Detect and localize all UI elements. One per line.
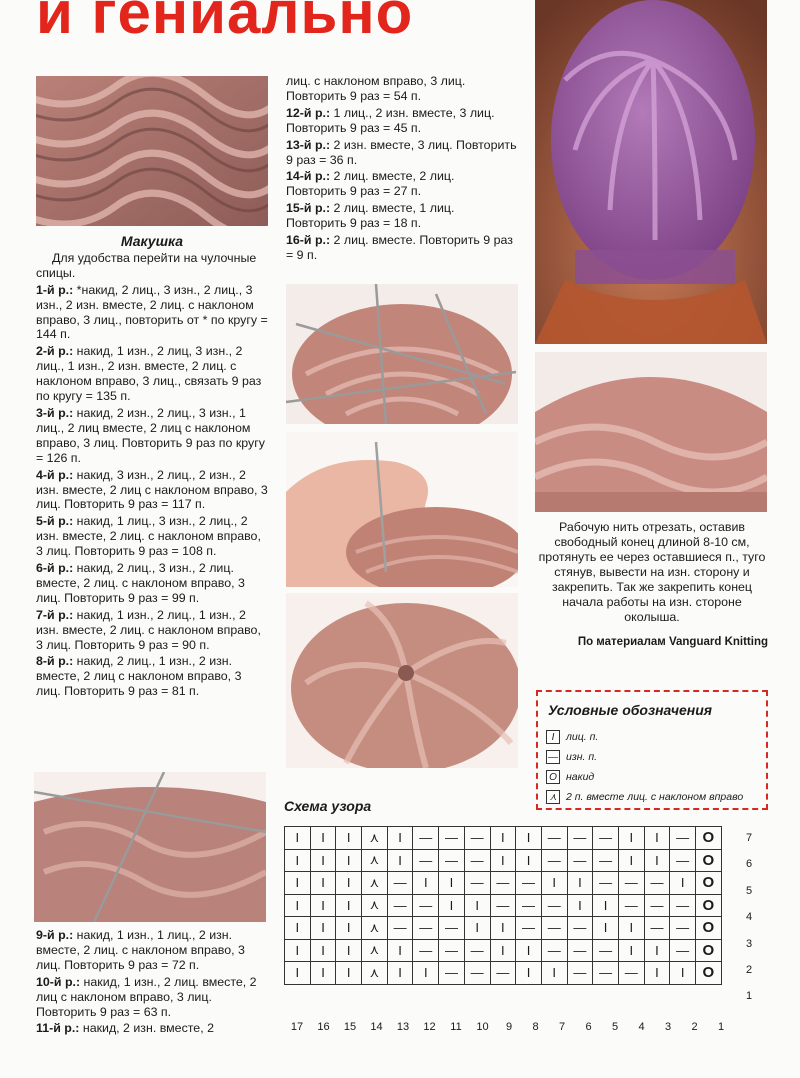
chart-cell: — [670,849,696,872]
chart-cell: I [593,894,619,917]
chart-cell: I [310,827,336,850]
chart-cell: — [413,849,439,872]
chart-row [285,939,722,962]
chart-cell: — [644,894,670,917]
chart-cell: I [285,872,311,895]
chart-cell: I [336,962,362,985]
hand-knitting-photo [286,432,518,587]
instruction-row [286,106,518,136]
needles-crown-photo [286,284,518,424]
chart-cell: O [696,917,722,940]
chart-cell: — [439,827,465,850]
hat-pink-side-photo [535,352,767,512]
row-text: накид, 2 изн. вместе, 2 [79,1021,214,1036]
cable-texture-photo [36,76,268,226]
k2tog-symbol-icon: ⋏ [546,790,560,804]
chart-row [285,872,722,895]
chart-cell: I [387,939,413,962]
chart-column-number: 1 [717,1021,725,1033]
chart-row-number: 1 [746,990,753,1003]
row-text: накид, 1 изн., 2 лиц, 3 изн., 2 лиц., 1 изн., 2 изн. вместе, 2 лиц. с наклоном вправо, 3 лиц., связать 9 раз по кругу = 135 п. [36,344,262,404]
chart-cell: — [618,962,644,985]
chart-row [285,962,722,985]
chart-cell: I [516,939,542,962]
legend-item: — изн. п. [548,751,598,763]
chart-cell: — [593,849,619,872]
chart-cell: — [670,939,696,962]
chart-cell: I [567,872,593,895]
chart-cell: I [285,939,311,962]
chart-cell: — [670,917,696,940]
left-bottom-text [36,928,268,1038]
hat-crown-top-photo [286,593,518,768]
row-text: накид, 1 изн., 2 лиц. вместе, 2 лиц с наклоном вправо, 3 лиц. Повторить 9 раз = 63 п. [36,974,257,1019]
row-text: накид, 1 лиц., 3 изн., 2 лиц., 2 изн. вместе, 2 лиц. с наклоном вправо, 3 лиц. Повторить 9 раз = 108 п. [36,514,261,559]
chart-cell: I [336,894,362,917]
chart-row [285,827,722,850]
chart-cell: — [413,827,439,850]
chart-cell: I [618,917,644,940]
row-text: накид, 3 изн., 2 лиц., 2 изн., 2 изн. вместе, 2 лиц с наклоном вправо, 3 лиц. Повторить 9 раз = 117 п. [36,467,268,512]
chart-cell: — [593,939,619,962]
chart-cell: I [387,962,413,985]
chart-cell: — [439,962,465,985]
chart-cell: — [593,872,619,895]
chart-cell: — [490,894,516,917]
chart-cell: I [336,872,362,895]
legend-item: I лиц. п. [546,730,598,744]
chart-cell: — [516,894,542,917]
chart-cell: I [541,872,567,895]
row-text: 1 лиц., 2 изн. вместе, 3 лиц. Повторить 9 раз = 45 п. [286,105,495,135]
chart-column-number: 3 [664,1021,672,1033]
row-label: 1-й р.: [36,282,74,297]
legend-item: O накид [546,770,594,784]
purl-symbol-icon: — [548,751,558,763]
chart-cell: I [464,894,490,917]
chart-cell: I [644,939,670,962]
chart-cell: — [516,872,542,895]
chart-cell: — [387,894,413,917]
chart-cell: — [516,917,542,940]
chart-cell: — [413,894,439,917]
instruction-row [286,138,518,168]
chart-cell: ⋏ [362,872,388,895]
row-text: 2 лиц. вместе. Повторить 9 раз = 9 п. [286,233,513,262]
chart-cell: I [516,827,542,850]
legend-box [536,690,768,810]
chart-cell: I [310,872,336,895]
hat-purple-photo [535,0,767,344]
chart-cell: — [387,917,413,940]
chart-cell: I [310,894,336,917]
chart-cell: I [285,894,311,917]
chart-column-number: 13 [396,1021,410,1033]
chart-column-number: 11 [450,1021,462,1033]
chart-cell: — [541,894,567,917]
chart-cell: I [310,849,336,872]
chart-cell: — [593,962,619,985]
chart-row [285,917,722,940]
legend-item: ⋏ 2 п. вместе лиц. с наклоном вправо [546,790,743,804]
instruction-row [286,169,518,199]
chart-column-number: 5 [611,1021,619,1033]
chart-cell: I [644,962,670,985]
chart-cell: O [696,962,722,985]
chart-row [285,849,722,872]
chart-cell: ⋏ [362,894,388,917]
chart-cell: — [490,962,516,985]
chart-cell: — [567,827,593,850]
row-text: 2 лиц. вместе, 2 лиц. Повторить 9 раз = 27 п. [286,169,455,199]
chart-cell: — [387,872,413,895]
instruction-row [36,468,268,513]
instruction-row [36,514,268,559]
chart-cell: I [644,849,670,872]
row-text: накид, 1 изн., 2 лиц., 1 изн., 2 изн. вместе, 2 лиц. с наклоном вправо, 3 лиц. Повторить 9 раз = 90 п. [36,607,261,652]
chart-row-number: 7 [746,832,753,844]
middle-column-text [286,74,518,265]
finishing-text: Рабочую нить отрезать, оставив свободный конец длиной 8-10 см, протянуть ее через оставшиеся п., туго стянув, вывести на изн. сторону и закрепить. Так же закрепить конец начала работы на изн. стороне околыша. [538,520,766,624]
chart-cell: — [464,872,490,895]
chart-cell: O [696,894,722,917]
instruction-row [36,344,268,404]
chart-cell: I [516,962,542,985]
row-label: 15-й р.: [286,201,331,216]
row-label: 6-й р.: [36,561,74,576]
row-text: 2 лиц. вместе, 1 лиц. Повторить 9 раз = 18 п. [286,201,455,231]
chart-column-number: 4 [638,1021,645,1033]
instruction-row [36,1021,268,1036]
chart-cell: I [644,827,670,850]
chart-cell: O [696,872,722,895]
chart-cell: — [644,917,670,940]
chart-cell: — [413,939,439,962]
scheme-title: Схема узора [284,798,372,814]
chart-cell: ⋏ [362,962,388,985]
chart-cell: ⋏ [362,939,388,962]
row-label: 13-й р.: [286,137,331,152]
page-title: и гениально [36,0,414,46]
row-label: 16-й р.: [286,233,331,248]
chart-cell: I [285,827,311,850]
chart-cell: — [567,849,593,872]
chart-cell: I [285,962,311,985]
chart-row-number: 2 [746,964,753,976]
chart-cell: I [439,872,465,895]
chart-cell: — [541,827,567,850]
chart-cell: I [670,962,696,985]
chart-cell: I [464,917,490,940]
chart-column-number: 6 [585,1021,592,1033]
row-label: 9-й р.: [36,928,74,942]
knitting-needles-closeup-photo [34,772,266,922]
row-text: накид, 2 лиц., 3 изн., 2 лиц. вместе, 2 лиц. с наклоном вправо, 3 лиц. Повторить 9 раз = 99 п. [36,561,245,605]
chart-cell: I [490,917,516,940]
row-label: 14-й р.: [286,169,331,184]
intro-text: Для удобства перейти на чулочные спицы. [36,250,257,280]
chart-cell: I [618,827,644,850]
row-label: 12-й р.: [286,105,331,120]
chart-column-number: 2 [691,1021,698,1033]
chart-cell: — [593,827,619,850]
chart-cell: O [696,827,722,850]
chart-cell: I [567,894,593,917]
chart-cell: — [490,872,516,895]
chart-cell: O [696,939,722,962]
chart-cell: I [439,894,465,917]
chart-cell: — [567,939,593,962]
row-label: 7-й р.: [36,607,74,622]
chart-cell: I [336,917,362,940]
chart-cell: — [541,917,567,940]
row-label: 8-й р.: [36,654,74,669]
chart-cell: I [285,849,311,872]
chart-cell: O [696,849,722,872]
chart-cell: I [670,872,696,895]
legend-title: Условные обозначения [548,702,713,718]
chart-cell: I [490,939,516,962]
chart-column-number: 17 [290,1021,304,1033]
row-text: накид, 2 изн., 2 лиц., 3 изн., 1 лиц., 2 лиц вместе, 2 лиц с наклоном вправо, 3 лиц. Повторить 9 раз по кругу = 126 п. [36,405,265,465]
chart-cell: — [464,827,490,850]
chart-cell: — [618,872,644,895]
instruction-row [36,561,268,606]
continued-text: лиц. с наклоном вправо, 3 лиц. Повторить 9 раз = 54 п. [286,74,466,103]
chart-column-number: 15 [343,1021,357,1033]
chart-cell: I [285,917,311,940]
chart-column-number: 10 [476,1021,489,1033]
chart-column-number: 12 [423,1021,436,1033]
chart-cell: — [464,939,490,962]
left-column-text [36,234,268,701]
chart-cell: I [336,939,362,962]
chart-cell: — [464,962,490,985]
chart-cell: I [593,917,619,940]
knit-symbol-icon: I [546,730,560,744]
chart-cell: — [541,939,567,962]
chart-cell: — [644,872,670,895]
chart-column-number: 8 [532,1021,539,1033]
instruction-row [286,233,518,263]
chart-cell: — [567,962,593,985]
chart-cell: — [670,894,696,917]
instruction-row [36,928,268,973]
row-text: накид, 1 изн., 1 лиц., 2 изн. вместе, 2 лиц. с наклоном вправо, 3 лиц. Повторить 9 раз = 72 п. [36,928,245,972]
chart-cell: I [490,827,516,850]
chart-cell: I [516,849,542,872]
row-text: накид, 2 лиц., 1 изн., 2 изн. вместе, 2 лиц с наклоном вправо, 3 лиц. Повторить 9 раз = 81 п. [36,654,242,699]
chart-row-number: 3 [746,937,753,950]
chart-cell: — [464,849,490,872]
chart-cell: — [670,827,696,850]
row-label: 11-й р.: [36,1021,80,1036]
chart-cell: I [618,939,644,962]
instruction-row [36,406,268,466]
chart-cell: — [439,939,465,962]
instruction-row [36,283,268,343]
chart-cell: — [541,849,567,872]
pattern-chart-grid [284,826,722,985]
chart-cell: I [336,827,362,850]
chart-cell: ⋏ [362,849,388,872]
chart-cell: — [567,917,593,940]
chart-cell: — [413,917,439,940]
chart-column-number: 9 [505,1021,513,1033]
chart-cell: ⋏ [362,827,388,850]
chart-row-number: 6 [746,858,753,871]
row-label: 10-й р.: [36,974,81,989]
instruction-row [36,608,268,653]
chart-cell: I [310,939,336,962]
chart-cell: I [310,917,336,940]
instruction-row [36,654,268,699]
row-text: *накид, 2 лиц., 3 изн., 2 лиц., 3 изн., 2 изн. вместе, 2 лиц. с наклоном вправо, 3 лиц., повторить от * по кругу = 144 п. [36,282,268,342]
yarn-over-symbol-icon: O [546,770,560,784]
chart-cell: I [413,962,439,985]
row-label: 5-й р.: [36,514,74,529]
chart-cell: I [336,849,362,872]
instruction-row [286,201,518,231]
chart-cell: I [541,962,567,985]
row-label: 4-й р.: [36,467,74,482]
chart-cell: I [387,849,413,872]
chart-cell: ⋏ [362,917,388,940]
chart-cell: — [439,917,465,940]
chart-row [285,894,722,917]
instruction-row [36,975,268,1020]
row-label: 3-й р.: [36,405,74,420]
chart-cell: I [490,849,516,872]
chart-cell: I [618,849,644,872]
chart-column-number: 7 [558,1021,566,1033]
chart-column-number: 14 [370,1021,383,1033]
chart-cell: — [618,894,644,917]
chart-cell: I [387,827,413,850]
chart-cell: I [413,872,439,895]
section-subtitle: Макушка [120,233,184,249]
row-text: 2 изн. вместе, 3 лиц. Повторить 9 раз = 36 п. [286,137,517,167]
chart-row-number: 4 [746,911,753,924]
chart-row-number: 5 [746,884,753,897]
chart-cell: — [439,849,465,872]
chart-cell: I [310,962,336,985]
row-label: 2-й р.: [36,344,74,359]
credit-text: По материалам Vanguard Knitting [577,636,768,648]
chart-column-number: 16 [317,1021,330,1033]
